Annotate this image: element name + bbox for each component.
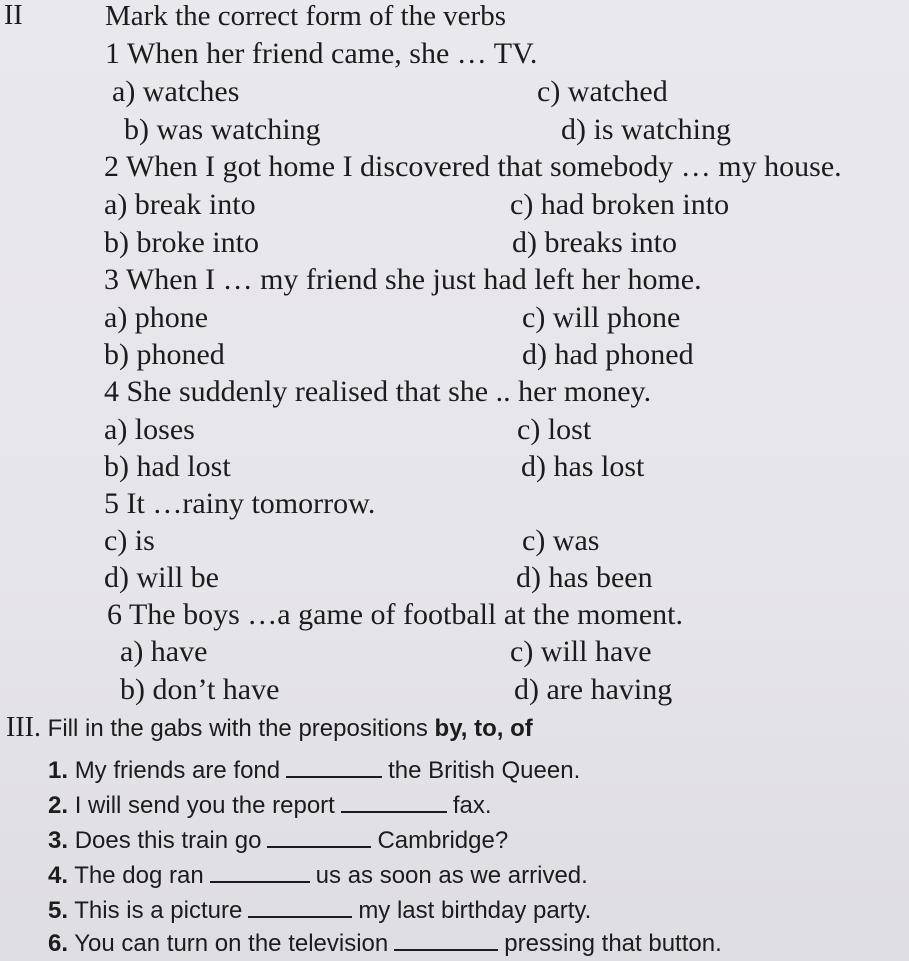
- q5-option-b: d) will be: [104, 561, 219, 594]
- q3-option-a: a) phone: [104, 301, 209, 334]
- item-text-after: fax.: [452, 792, 492, 819]
- q6-option-a: a) have: [120, 635, 208, 668]
- q1-option-d: d) is watching: [561, 113, 731, 146]
- section-2-numeral: II: [4, 0, 23, 31]
- q4-option-a: a) loses: [104, 413, 195, 446]
- fill-item-1: [48, 756, 580, 783]
- q1-option-c: c) watched: [537, 75, 668, 108]
- item-text-after: us as soon as we arrived.: [315, 862, 588, 889]
- item-text-after: the British Queen.: [388, 757, 581, 784]
- question-3: 3 When I … my friend she just had left her home.: [104, 263, 702, 296]
- item-number: 1.: [48, 757, 69, 784]
- fill-item-5: [48, 896, 591, 923]
- q2-option-a: a) break into: [104, 188, 256, 221]
- question-4: 4 She suddenly realised that she .. her money.: [104, 375, 652, 408]
- q4-option-b: b) had lost: [104, 450, 231, 483]
- item-text-before: I will send you the report: [74, 792, 335, 819]
- q5-option-c: c) was: [522, 524, 600, 557]
- q3-option-b: b) phoned: [104, 338, 225, 371]
- answer-blank[interactable]: [267, 826, 371, 848]
- question-6: 6 The boys …a game of football at the moment.: [107, 598, 683, 631]
- fill-item-4: [48, 861, 588, 888]
- item-number: 3.: [48, 827, 69, 854]
- q3-option-c: c) will phone: [522, 301, 681, 334]
- question-1: 1 When her friend came, she … TV.: [105, 37, 538, 70]
- item-text-before: The dog ran: [74, 862, 204, 889]
- q3-option-d: d) had phoned: [522, 338, 694, 371]
- q6-option-c: c) will have: [510, 635, 652, 668]
- item-text-before: Does this train go: [74, 827, 262, 854]
- answer-blank[interactable]: [341, 791, 447, 813]
- item-number: 2.: [48, 792, 69, 819]
- fill-item-6: [48, 929, 722, 956]
- item-text-before: This is a picture: [74, 897, 243, 924]
- q6-option-b: b) don’t have: [120, 673, 280, 706]
- section-3-header: [6, 714, 533, 742]
- q2-option-b: b) broke into: [104, 226, 259, 259]
- q4-option-c: c) lost: [517, 413, 592, 446]
- item-number: 6.: [48, 930, 69, 957]
- answer-blank[interactable]: [394, 929, 498, 951]
- answer-blank[interactable]: [210, 861, 310, 883]
- item-number: 5.: [48, 897, 69, 924]
- fill-item-2: [48, 791, 492, 818]
- q2-option-c: c) had broken into: [510, 188, 730, 221]
- item-text-after: Cambridge?: [377, 827, 509, 854]
- item-text-before: My friends are fond: [74, 757, 281, 784]
- item-text-before: You can turn on the television: [74, 930, 389, 957]
- section-3-numeral: III.: [6, 712, 41, 743]
- q2-option-d: d) breaks into: [512, 226, 677, 259]
- question-2: 2 When I got home I discovered that somebody … my house.: [104, 150, 842, 183]
- question-5: 5 It …rainy tomorrow.: [104, 487, 376, 520]
- section-2-title: Mark the correct form of the verbs: [105, 0, 507, 32]
- section-3-prepositions: by, to, of: [434, 715, 533, 742]
- q5-option-d: d) has been: [516, 561, 653, 594]
- item-number: 4.: [48, 862, 69, 889]
- q4-option-d: d) has lost: [521, 450, 645, 483]
- q1-option-b: b) was watching: [124, 113, 321, 146]
- section-3-title: Fill in the gabs with the prepositions: [47, 715, 428, 742]
- answer-blank[interactable]: [286, 756, 382, 778]
- item-text-after: pressing that button.: [504, 930, 722, 957]
- fill-item-3: [48, 826, 508, 853]
- item-text-after: my last birthday party.: [358, 897, 592, 924]
- q5-option-a: c) is: [104, 524, 155, 557]
- q6-option-d: d) are having: [514, 673, 673, 706]
- q1-option-a: a) watches: [112, 75, 240, 108]
- answer-blank[interactable]: [248, 896, 352, 918]
